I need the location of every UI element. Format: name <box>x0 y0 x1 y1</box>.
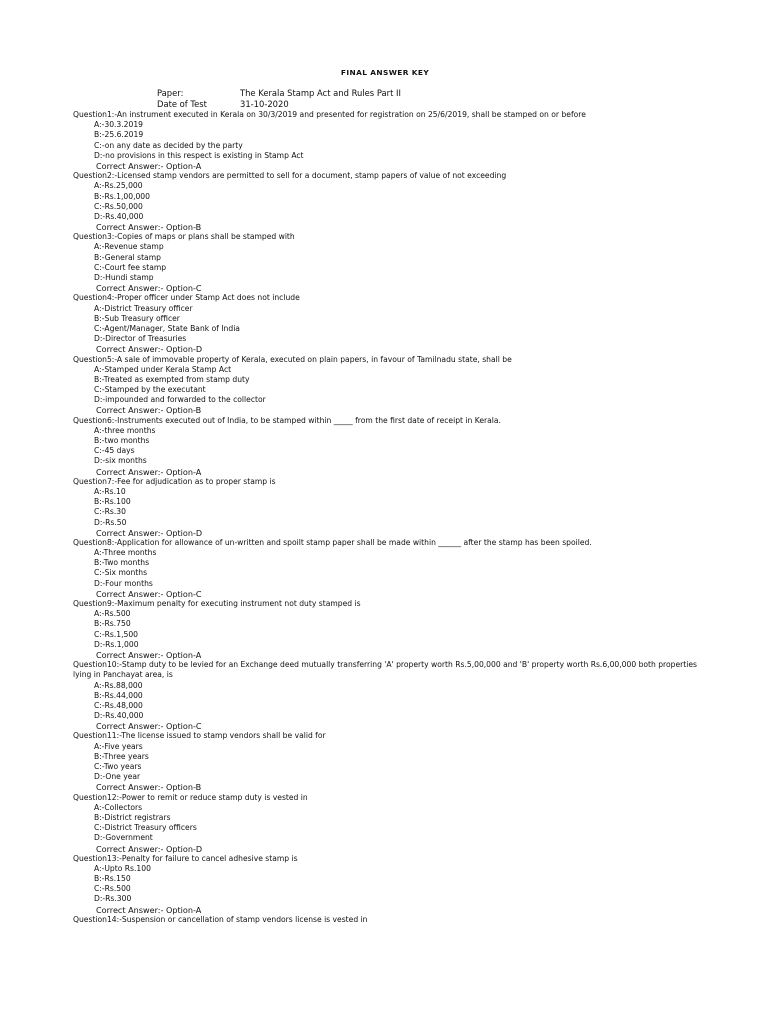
answer-option: B:-Three years <box>94 751 149 761</box>
answer-option: A:-Rs.25,000 <box>94 181 143 191</box>
question-text: Question7:-Fee for adjudication as to proper stamp is <box>73 476 276 486</box>
correct-answer: Correct Answer:- Option-B <box>96 222 202 233</box>
correct-answer: Correct Answer:- Option-A <box>96 160 202 171</box>
answer-option: A:-Revenue stamp <box>94 242 164 252</box>
answer-option: D:-Rs.40,000 <box>94 711 144 721</box>
answer-option: C:-Two years <box>94 762 142 771</box>
answer-option: C:-Stamped by the executant <box>94 385 206 395</box>
answer-option: B:-Rs.44,000 <box>94 690 143 700</box>
paper-label: Paper: <box>157 88 184 98</box>
answer-option: D:-Four months <box>94 578 153 588</box>
question-block <box>73 355 713 416</box>
answer-option: A:-30.3.2019 <box>94 120 144 130</box>
answer-option: A:-District Treasury officer <box>94 303 193 313</box>
answer-option: B:-Rs.150 <box>94 874 131 884</box>
answer-option: D:-Rs.50 <box>94 517 127 527</box>
question-block <box>73 538 713 599</box>
answer-option: C:-Rs.30 <box>94 507 126 517</box>
answer-option: B:-Rs.1,00,000 <box>94 191 150 201</box>
question-text: Question3:-Copies of maps or plans shall be stamped with <box>73 232 295 242</box>
answer-option: A:-Five years <box>94 741 143 751</box>
answer-option: D:-One year <box>94 772 141 782</box>
answer-option: D:-Director of Treasuries <box>94 334 187 344</box>
correct-answer: Correct Answer:- Option-B <box>96 405 202 416</box>
answer-option: A:-Upto Rs.100 <box>94 863 151 873</box>
question-block <box>73 171 713 232</box>
date-value: 31-10-2020 <box>240 99 289 109</box>
question-text: Question11:-The license issued to stamp vendors shall be valid for <box>73 731 326 741</box>
answer-option: C:-Six months <box>94 568 148 578</box>
question-block <box>73 477 713 538</box>
question-list <box>73 110 713 925</box>
answer-option: C:-Rs.1,500 <box>94 629 138 639</box>
question-text: Question14:-Suspension or cancellation of stamp vendors license is vested in <box>73 914 368 924</box>
question-block <box>73 110 713 171</box>
correct-answer: Correct Answer:- Option-C <box>96 588 202 599</box>
correct-answer: Correct Answer:- Option-D <box>96 344 203 355</box>
answer-option: A:-Collectors <box>94 802 143 812</box>
answer-option: C:-Rs.48,000 <box>94 700 143 710</box>
answer-option: C:-45 days <box>94 446 135 456</box>
question-block <box>73 599 713 660</box>
answer-option: D:-Government <box>94 833 153 843</box>
answer-option: A:-Rs.500 <box>94 609 131 619</box>
answer-option: B:-25.6.2019 <box>94 130 144 140</box>
answer-option: D:-Rs.300 <box>94 894 132 904</box>
correct-answer: Correct Answer:- Option-B <box>96 782 202 793</box>
question-text: Question4:-Proper officer under Stamp Act does not include <box>73 293 300 303</box>
question-block <box>73 293 713 354</box>
correct-answer: Correct Answer:- Option-C <box>96 283 202 294</box>
answer-option: D:-six months <box>94 456 147 466</box>
page-title: FINAL ANSWER KEY <box>340 68 430 77</box>
answer-option: C:-Rs.500 <box>94 884 131 894</box>
question-block <box>73 660 713 731</box>
correct-answer: Correct Answer:- Option-D <box>96 843 203 854</box>
answer-option: C:-Court fee stamp <box>94 262 167 272</box>
answer-option: B:-Two months <box>94 558 150 568</box>
question-text: Question8:-Application for allowance of un-written and spoilt stamp paper shall be made within ______ after the stamp has been spoiled. <box>73 537 592 547</box>
question-text: Question6:-Instruments executed out of India, to be stamped within _____ from the first date of receipt in Kerala. <box>73 415 501 425</box>
question-block <box>73 915 713 925</box>
answer-option: C:-Rs.50,000 <box>94 201 143 211</box>
answer-option: C:-District Treasury officers <box>94 823 197 833</box>
answer-option: D:-Rs.40,000 <box>94 211 144 221</box>
answer-option: B:-Rs.100 <box>94 497 131 507</box>
question-text: Question12:-Power to remit or reduce stamp duty is vested in <box>73 792 308 802</box>
answer-option: C:-on any date as decided by the party <box>94 140 243 150</box>
correct-answer: Correct Answer:- Option-A <box>96 904 202 915</box>
answer-option: D:-no provisions in this respect is existing in Stamp Act <box>94 150 304 160</box>
question-block <box>73 854 713 915</box>
answer-option: A:-Three months <box>94 548 157 558</box>
answer-option: A:-Rs.88,000 <box>94 680 143 690</box>
answer-option: D:-Rs.1,000 <box>94 639 139 649</box>
answer-option: A:-Stamped under Kerala Stamp Act <box>94 364 232 374</box>
answer-option: B:-Rs.750 <box>94 619 131 629</box>
paper-row <box>157 88 401 98</box>
date-row <box>157 99 289 109</box>
answer-option: B:-General stamp <box>94 252 161 262</box>
answer-option: D:-Hundi stamp <box>94 273 154 282</box>
date-label: Date of Test <box>157 99 207 109</box>
paper-value: The Kerala Stamp Act and Rules Part II <box>240 88 401 98</box>
answer-option: B:-Sub Treasury officer <box>94 313 180 323</box>
answer-option: A:-three months <box>94 425 156 435</box>
question-text: Question2:-Licensed stamp vendors are permitted to sell for a document, stamp papers of value of not exceeding <box>73 171 507 181</box>
question-block <box>73 232 713 293</box>
correct-answer: Correct Answer:- Option-A <box>96 466 202 477</box>
correct-answer: Correct Answer:- Option-D <box>96 527 203 538</box>
answer-option: D:-impounded and forwarded to the collector <box>94 395 266 405</box>
question-text: Question13:-Penalty for failure to cancel adhesive stamp is <box>73 853 298 863</box>
answer-option: B:-Treated as exempted from stamp duty <box>94 374 250 384</box>
question-block <box>73 731 713 792</box>
question-text: Question1:-An instrument executed in Kerala on 30/3/2019 and presented for registration on 25/6/2019, shall be stamped on or before <box>73 110 586 119</box>
question-block <box>73 416 713 477</box>
answer-option: A:-Rs.10 <box>94 486 126 496</box>
question-text: Question5:-A sale of immovable property of Kerala, executed on plain papers, in favour of Tamilnadu state, shall be <box>73 354 512 364</box>
correct-answer: Correct Answer:- Option-C <box>96 721 202 732</box>
question-block <box>73 793 713 854</box>
question-text: Question9:-Maximum penalty for executing instrument not duty stamped is <box>73 599 361 608</box>
question-text: Question10:-Stamp duty to be levied for an Exchange deed mutually transferring 'A' property worth Rs.5,00,000 and 'B' property worth Rs.6,00,000 both properties lying in Panchayat area, is <box>73 660 697 680</box>
correct-answer: Correct Answer:- Option-A <box>96 649 202 660</box>
answer-option: B:-District registrars <box>94 812 171 822</box>
answer-option: B:-two months <box>94 436 150 445</box>
answer-option: C:-Agent/Manager, State Bank of India <box>94 323 240 333</box>
